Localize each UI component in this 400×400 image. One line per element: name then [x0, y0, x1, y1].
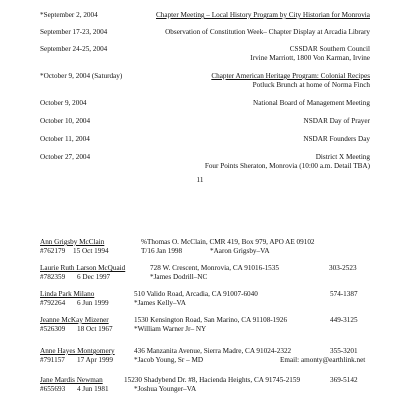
member-address: %Thomas O. McClain, CMR 419, Box 979, APO AE 09102 — [141, 238, 315, 246]
member-number: #791157 — [40, 356, 65, 364]
member-address: 728 W. Crescent, Monrovia, CA 91016-1535 — [150, 264, 279, 272]
event-title: Chapter American Heritage Program: Colonial Recipes — [211, 72, 370, 80]
member-phone: 369-5142 — [330, 376, 358, 384]
member-date: 17 Apr 1999 — [77, 356, 113, 364]
member-date: 18 Oct 1967 — [77, 325, 113, 333]
event-date: *September 2, 2004 — [40, 11, 98, 19]
member-ancestor: *Joshua Younger–VA — [134, 385, 197, 393]
member-phone: 449-3125 — [330, 316, 358, 324]
event-title: Chapter Meeting – Local History Program by City Historian for Monrovia — [156, 11, 370, 19]
member-number: #792264 — [40, 299, 66, 307]
member-address: 1530 Kensington Road, San Marino, CA 91108-1926 — [134, 316, 288, 324]
member-name: Linda Park Milano — [40, 290, 95, 298]
member-name: Laurie Ruth Larson McQuaid — [40, 264, 126, 272]
member-number: #526309 — [40, 325, 66, 333]
member-phone: 303-2523 — [329, 264, 357, 272]
member-ancestor: *Jacob Young, Sr – MD — [134, 356, 204, 364]
member-name: Jane Mardis Newman — [40, 376, 103, 384]
member-email: Email: amonty@earthlink.net — [280, 356, 366, 364]
member-ancestor: *James Kelly–VA — [134, 299, 186, 307]
member-name: Jeanne McKay Mizener — [40, 316, 109, 324]
member-phone: 355-3201 — [330, 347, 358, 355]
event-date: October 9, 2004 — [40, 99, 87, 107]
member-date: 15 Oct 1994 — [73, 247, 109, 255]
event-title: National Board of Management Meeting — [253, 99, 370, 107]
event-date: September 24-25, 2004 — [40, 45, 108, 53]
member-phone: 574-1387 — [330, 290, 358, 298]
member-date: 4 Jun 1981 — [77, 385, 109, 393]
member-ancestor: *William Warner Jr– NY — [134, 325, 207, 333]
member-address: 510 Valido Road, Arcadia, CA 91007-6040 — [134, 290, 258, 298]
member-name: Anne Hayes Montgomery — [40, 347, 115, 355]
member-date: 6 Jun 1999 — [77, 299, 109, 307]
event-date: *October 9, 2004 (Saturday) — [40, 72, 123, 80]
member-address: 436 Manzanita Avenue, Sierra Madre, CA 91024-2322 — [134, 347, 292, 355]
member-number: #655693 — [40, 385, 66, 393]
member-address: 15230 Shadybend Dr. #8, Hacienda Heights, CA 91745-2159 — [124, 376, 301, 384]
member-ancestor: *James Dodrill–NC — [150, 273, 208, 281]
event-date: October 11, 2004 — [40, 135, 90, 143]
event-location: Potluck Brunch at home of Norma Finch — [252, 81, 370, 89]
page-number: 11 — [196, 176, 204, 184]
event-location: Irvine Marriott, 1800 Von Karman, Irvine — [250, 54, 370, 62]
member-transfer: T/16 Jan 1998 — [141, 247, 183, 255]
event-date: September 17-23, 2004 — [40, 28, 108, 36]
member-number: #782359 — [40, 273, 66, 281]
event-title: NSDAR Founders Day — [303, 135, 370, 143]
member-ancestor: *Aaron Grigsby–VA — [210, 247, 270, 255]
event-date: October 27, 2004 — [40, 153, 91, 161]
member-number: #762179 — [40, 247, 66, 255]
member-date: 6 Dec 1997 — [77, 273, 111, 281]
event-title: CSSDAR Southern Council — [289, 45, 370, 53]
event-title: Observation of Constitution Week– Chapter Display at Arcadia Library — [165, 28, 370, 36]
event-date: October 10, 2004 — [40, 117, 91, 125]
event-location: Four Points Sheraton, Monrovia (10:00 a.m. Detail TBA) — [204, 162, 370, 170]
event-title: NSDAR Day of Prayer — [303, 117, 370, 125]
member-name: Ann Grigsby McClain — [40, 238, 105, 246]
event-title: District X Meeting — [315, 153, 370, 161]
